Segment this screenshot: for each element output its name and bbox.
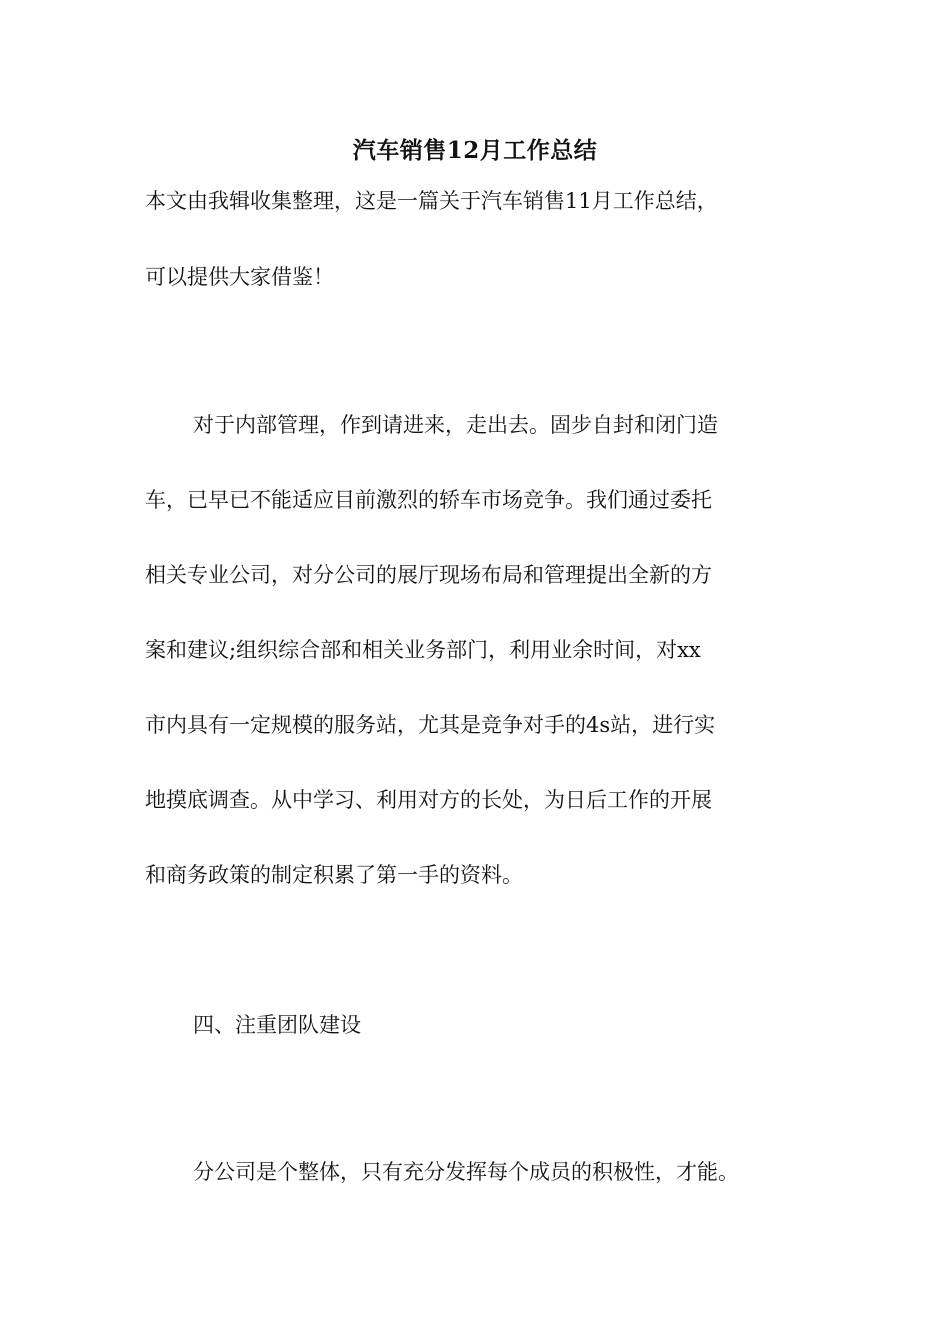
intro-line-2: 可以提供大家借鉴！ xyxy=(145,265,334,289)
paragraph1-line-7: 和商务政策的制定积累了第一手的资料。 xyxy=(145,863,523,887)
paragraph1-line-4: 案和建议;组织综合部和相关业务部门，利用业余时间，对xx xyxy=(145,638,701,662)
section-heading: 四、注重团队建设 xyxy=(193,1013,361,1037)
intro-line-1: 本文由我辑收集整理，这是一篇关于汽车销售11月工作总结， xyxy=(145,189,718,213)
document-title: 汽车销售12月工作总结 xyxy=(352,137,598,164)
paragraph1-line-5: 市内具有一定规模的服务站，尤其是竞争对手的4s站，进行实 xyxy=(145,713,716,737)
paragraph1-line-6: 地摸底调查。从中学习、利用对方的长处，为日后工作的开展 xyxy=(145,788,712,812)
paragraph1-line-3: 相关专业公司，对分公司的展厅现场布局和管理提出全新的方 xyxy=(145,563,712,587)
paragraph2-line-1: 分公司是个整体，只有充分发挥每个成员的积极性，才能。 xyxy=(193,1160,739,1184)
paragraph1-line-2: 车，已早已不能适应目前激烈的轿车市场竞争。我们通过委托 xyxy=(145,488,712,512)
paragraph1-line-1: 对于内部管理，作到请进来，走出去。固步自封和闭门造 xyxy=(193,413,718,437)
